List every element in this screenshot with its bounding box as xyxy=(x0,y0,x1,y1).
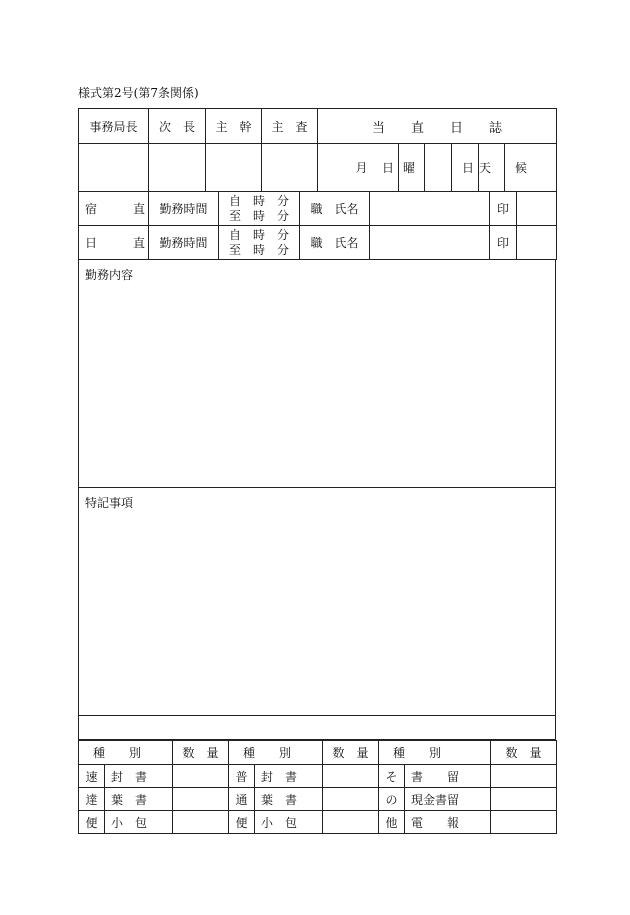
ordinary-item-letter: 封 書 xyxy=(261,769,298,784)
express-item-postcard: 葉 書 xyxy=(111,792,148,807)
other-item-registered: 書 留 xyxy=(411,769,460,784)
duty-name-field-day[interactable] xyxy=(370,226,490,260)
ordinary-item-parcel: 小 包 xyxy=(261,815,298,830)
ordinary-item-postcard: 葉 書 xyxy=(261,792,298,807)
duty-row-night xyxy=(79,192,557,226)
mail-row-2 xyxy=(79,788,557,811)
date-weekday-day-label: 日 xyxy=(452,144,479,192)
date-day-label: 日 xyxy=(372,144,399,192)
approval-label-chief: 主 幹 xyxy=(206,109,262,144)
express-item-parcel: 小 包 xyxy=(111,815,148,830)
approval-box-chief[interactable] xyxy=(206,144,262,192)
duty-time-day[interactable] xyxy=(219,226,300,260)
approval-box-director[interactable] xyxy=(79,144,149,192)
other-item-telegram: 電 報 xyxy=(411,815,460,830)
ordinary-qty-letter[interactable] xyxy=(323,765,379,788)
express-qty-postcard[interactable] xyxy=(173,788,229,811)
mail-header-row xyxy=(79,741,557,765)
express-label-3: 便 xyxy=(79,811,105,834)
approval-box-deputy[interactable] xyxy=(149,144,206,192)
ordinary-label-1: 普 xyxy=(229,765,255,788)
other-qty-cash-registered[interactable] xyxy=(491,788,557,811)
date-weekday-label: 曜 xyxy=(399,144,425,192)
other-label-3: 他 xyxy=(379,811,405,834)
approval-table xyxy=(78,108,557,192)
duty-seal-field-day[interactable] xyxy=(517,226,557,260)
express-qty-letter[interactable] xyxy=(173,765,229,788)
mail-qty-header-2: 数 量 xyxy=(323,741,379,765)
date-weekday-field[interactable] xyxy=(425,144,452,192)
duty-time-from-day: 自 時 分 xyxy=(229,227,290,242)
duty-journal-form xyxy=(78,108,556,834)
mail-kind-header-1: 種 別 xyxy=(93,746,142,760)
approval-box-inspector[interactable] xyxy=(262,144,318,192)
ordinary-qty-postcard[interactable] xyxy=(323,788,379,811)
mail-table xyxy=(78,740,557,834)
duty-time-from-night: 自 時 分 xyxy=(229,193,290,208)
form-caption: 様式第2号(第7条関係) xyxy=(78,86,199,100)
blank-row[interactable] xyxy=(78,716,556,740)
approval-label-inspector: 主 査 xyxy=(262,109,318,144)
duty-hours-label-day: 勤務時間 xyxy=(149,226,219,260)
duty-name-label-day: 職 氏名 xyxy=(300,226,370,260)
duty-type-night: 宿 直 xyxy=(85,202,146,216)
journal-title: 当 直 日 誌 xyxy=(318,109,557,144)
mail-qty-header-3: 数 量 xyxy=(491,741,557,765)
other-label-2: の xyxy=(379,788,405,811)
duty-name-label-night: 職 氏名 xyxy=(300,192,370,226)
other-item-cash-registered: 現金書留 xyxy=(411,792,460,807)
express-label-1: 速 xyxy=(79,765,105,788)
express-item-letter: 封 書 xyxy=(111,769,148,784)
other-label-1: そ xyxy=(379,765,405,788)
approval-label-director: 事務局長 xyxy=(79,109,149,144)
ordinary-qty-parcel[interactable] xyxy=(323,811,379,834)
mail-row-3 xyxy=(79,811,557,834)
mail-row-1 xyxy=(79,765,557,788)
work-content-area[interactable] xyxy=(78,260,556,488)
duty-hours-label-night: 勤務時間 xyxy=(149,192,219,226)
other-qty-telegram[interactable] xyxy=(491,811,557,834)
duty-time-night[interactable] xyxy=(219,192,300,226)
special-notes-label: 特記事項 xyxy=(85,496,134,510)
work-content-label: 勤務内容 xyxy=(85,268,134,282)
ordinary-label-2: 通 xyxy=(229,788,255,811)
express-qty-parcel[interactable] xyxy=(173,811,229,834)
approval-label-deputy: 次 長 xyxy=(149,109,206,144)
duty-seal-day: 印 xyxy=(490,226,517,260)
special-notes-area[interactable] xyxy=(78,488,556,716)
duty-type-day: 日 直 xyxy=(85,236,146,250)
mail-qty-header-1: 数 量 xyxy=(173,741,229,765)
ordinary-label-3: 便 xyxy=(229,811,255,834)
date-month-label: 月 xyxy=(318,144,372,192)
duty-time-to-day: 至 時 分 xyxy=(229,242,290,257)
duty-seal-field-night[interactable] xyxy=(517,192,557,226)
weather-label: 天 候 xyxy=(479,144,505,192)
express-label-2: 達 xyxy=(79,788,105,811)
other-qty-registered[interactable] xyxy=(491,765,557,788)
duty-row-day xyxy=(79,226,557,260)
duty-time-to-night: 至 時 分 xyxy=(229,208,290,223)
mail-kind-header-2: 種 別 xyxy=(243,746,292,760)
duty-table xyxy=(78,191,557,260)
mail-kind-header-3: 種 別 xyxy=(393,746,442,760)
duty-name-field-night[interactable] xyxy=(370,192,490,226)
duty-seal-night: 印 xyxy=(490,192,517,226)
